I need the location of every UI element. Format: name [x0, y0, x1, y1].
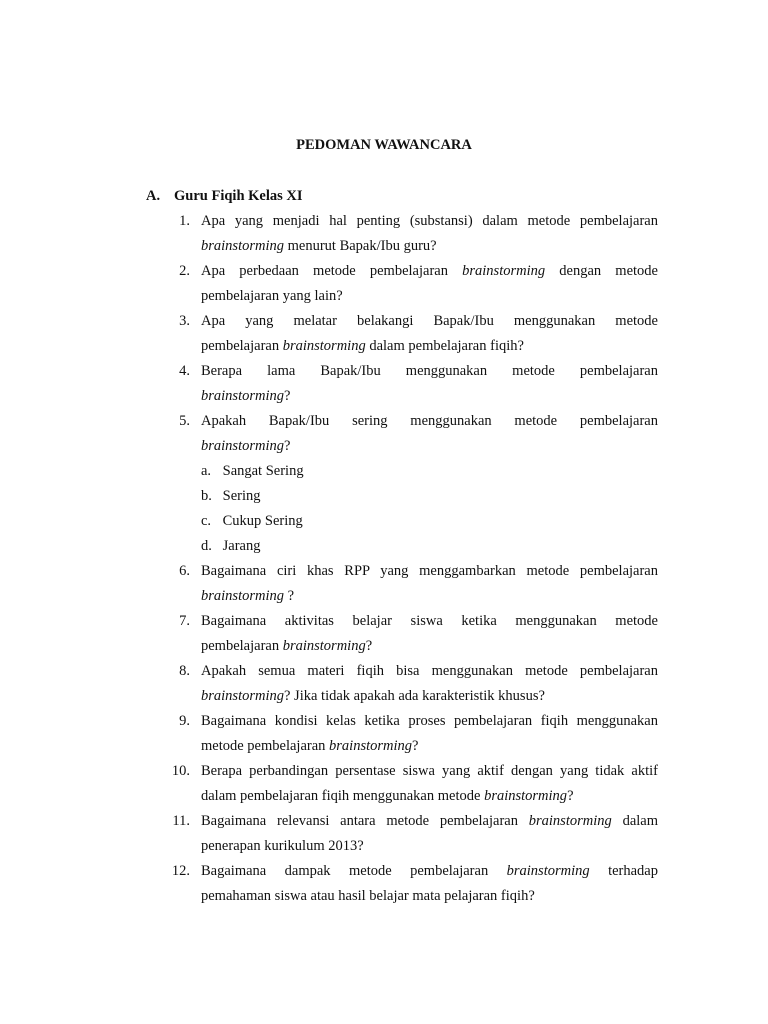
question-text: ?: [284, 438, 291, 454]
question-item: [0, 259, 658, 309]
term-italic: brainstorming: [201, 688, 284, 704]
question-item: [0, 409, 658, 559]
option-item: [201, 484, 658, 509]
question-text: ?: [284, 588, 295, 604]
page-title: PEDOMAN WAWANCARA: [296, 137, 472, 153]
question-line-2: [201, 784, 658, 809]
term-italic: brainstorming: [201, 588, 284, 604]
question-text: pembelajaran: [201, 338, 283, 354]
question-line-2: [201, 684, 658, 709]
question-item: [0, 859, 658, 909]
question-text: Bagaimana relevansi antara metode pembelajaran: [201, 813, 529, 829]
answer-options: [201, 459, 658, 559]
question-text: dalam pembelajaran fiqih?: [365, 338, 524, 354]
option-letter: c.: [201, 513, 212, 529]
question-text: Bagaimana dampak metode pembelajaran: [201, 863, 507, 879]
option-item: [201, 509, 658, 534]
term-italic: brainstorming: [462, 263, 546, 279]
question-line-1: Apakah semua materi fiqih bisa menggunakan metode pembelajaran: [201, 663, 658, 679]
question-number: 8.: [179, 663, 190, 679]
question-line-1: [201, 259, 658, 284]
question-line-1: Bagaimana aktivitas belajar siswa ketika menggunakan metode: [201, 613, 658, 629]
section-heading: [146, 188, 303, 205]
question-line-1: Bagaimana kondisi kelas ketika proses pembelajaran fiqih menggunakan: [201, 713, 658, 729]
option-item: [201, 459, 658, 484]
option-letter: b.: [201, 488, 212, 504]
question-text: metode pembelajaran: [201, 738, 330, 754]
option-letter: d.: [201, 538, 212, 554]
option-item: [201, 534, 658, 559]
question-item: [0, 559, 658, 609]
term-italic: brainstorming: [329, 738, 413, 754]
question-number: 1.: [179, 213, 190, 229]
question-line-1: [201, 859, 658, 884]
option-text: Jarang: [222, 538, 261, 554]
question-line-1: Apa yang melatar belakangi Bapak/Ibu menggunakan metode: [201, 313, 658, 329]
question-item: [0, 809, 658, 859]
question-item: [0, 209, 658, 259]
question-text: ? Jika tidak apakah ada karakteristik khusus?: [284, 688, 545, 704]
question-line-2: [201, 334, 658, 359]
question-number: 7.: [179, 613, 190, 629]
question-text: terhadap: [589, 863, 658, 879]
question-text: ?: [284, 388, 291, 404]
question-line-1: Apakah Bapak/Ibu sering menggunakan metode pembelajaran: [201, 413, 658, 429]
question-item: [0, 659, 658, 709]
question-text: ?: [365, 638, 373, 654]
question-line-2: [201, 234, 658, 259]
term-italic: brainstorming: [282, 638, 366, 654]
question-item: [0, 309, 658, 359]
question-number: 4.: [179, 363, 190, 379]
option-text: Cukup Sering: [222, 513, 303, 529]
question-number: 10.: [171, 763, 190, 779]
question-line-1: Bagaimana ciri khas RPP yang menggambarkan metode pembelajaran: [201, 563, 658, 579]
term-italic: brainstorming: [201, 238, 284, 254]
question-line-2: [201, 634, 658, 659]
question-text: dalam pembelajaran fiqih menggunakan metode: [201, 788, 485, 804]
question-text: Apa perbedaan metode pembelajaran: [201, 263, 463, 279]
question-line-1: [201, 809, 658, 834]
term-italic: brainstorming: [282, 338, 366, 354]
term-italic: brainstorming: [528, 813, 612, 829]
question-text: menurut Bapak/Ibu guru?: [284, 238, 437, 254]
question-line-2: [201, 734, 658, 759]
question-text: dalam: [611, 813, 658, 829]
term-italic: brainstorming: [201, 438, 284, 454]
question-number: 5.: [179, 413, 190, 429]
section-letter: A.: [146, 188, 161, 204]
option-text: Sering: [222, 488, 261, 504]
question-item: [0, 759, 658, 809]
question-text: ?: [412, 738, 419, 754]
question-list: [0, 209, 658, 909]
term-italic: brainstorming: [484, 788, 568, 804]
question-line-2: [201, 434, 658, 459]
question-number: 11.: [172, 813, 190, 829]
term-italic: brainstorming: [506, 863, 590, 879]
question-text: pembelajaran: [201, 638, 283, 654]
question-line-2: penerapan kurikulum 2013?: [201, 838, 364, 854]
question-line-2: pemahaman siswa atau hasil belajar mata pelajaran fiqih?: [201, 888, 535, 904]
question-item: [0, 609, 658, 659]
question-item: [0, 709, 658, 759]
option-letter: a.: [201, 463, 212, 479]
option-text: Sangat Sering: [222, 463, 304, 479]
term-italic: brainstorming: [201, 388, 284, 404]
question-text: dengan metode: [545, 263, 658, 279]
question-number: 9.: [179, 713, 190, 729]
section-title: Guru Fiqih Kelas XI: [174, 188, 303, 204]
question-line-1: Berapa perbandingan persentase siswa yang aktif dengan yang tidak aktif: [201, 763, 658, 779]
question-line-2: pembelajaran yang lain?: [201, 288, 343, 304]
question-item: [0, 359, 658, 409]
question-number: 6.: [179, 563, 190, 579]
question-number: 3.: [179, 313, 190, 329]
question-number: 12.: [171, 863, 190, 879]
question-line-1: Berapa lama Bapak/Ibu menggunakan metode pembelajaran: [201, 363, 658, 379]
question-text: ?: [567, 788, 574, 804]
question-line-2: [201, 584, 658, 609]
question-line-2: [201, 384, 658, 409]
question-line-1: Apa yang menjadi hal penting (substansi) dalam metode pembelajaran: [201, 213, 658, 229]
question-number: 2.: [179, 263, 190, 279]
